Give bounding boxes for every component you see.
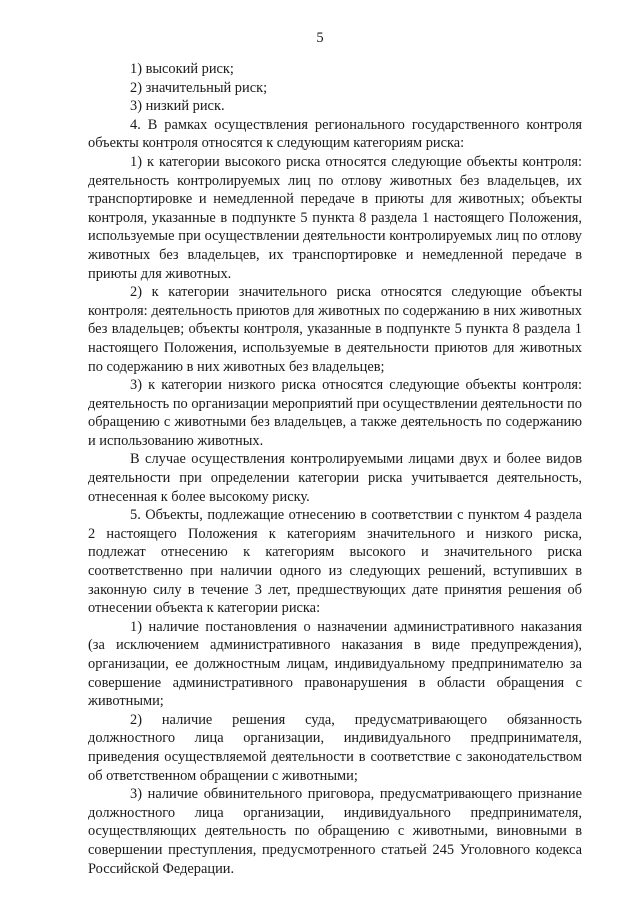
paragraph-point-4: 4. В рамках осуществления регионального государственного контроля объекты контроля относятся к следующим категориям риска:: [88, 116, 582, 152]
list-item-high-risk: 1) высокий риск;: [130, 61, 234, 77]
document-body: [88, 60, 582, 878]
paragraph-low-risk-category: 3) к категории низкого риска относятся следующие объекты контроля: деятельность по организации мероприятий при осуществлении деятельности по обращению с животными без владельцев, а также деятельность по содержанию и использованию животных.: [88, 377, 582, 449]
paragraph-multiple-activities: В случае осуществления контролируемыми лицами двух и более видов деятельности при определении категории риска учитывается деятельность, отнесенная к более высокому риску.: [88, 451, 582, 505]
list-item-significant-risk: 2) значительный риск;: [130, 79, 268, 96]
paragraph-high-risk-category: 1) к категории высокого риска относятся следующие объекты контроля: деятельность контролируемых лиц по отлову животных без владельцев, их транспортировке и немедленной передаче в приюты для животных; объекты контроля, указанные в подпункте 5 пункта 8 раздела 1 настоящего Положения, используемые при осуществлении деятельности контролируемых лиц по отлову животных без владельцев, их транспортировке и немедленной передаче в приюты для животных.: [88, 153, 582, 282]
paragraph-point-5: 5. Объекты, подлежащие отнесению в соответствии с пунктом 4 раздела 2 настоящего Положения к категориям значительного и низкого риска, подлежат отнесению к категориям высокого и значительного риска соответственно при наличии одного из следующих решений, вступивших в законную силу в течение 3 лет, предшествующих дате принятия решения об отнесении объекта к категории риска:: [88, 507, 582, 617]
paragraph-significant-risk-category: 2) к категории значительного риска относятся следующие объекты контроля: деятельность приютов для животных по содержанию в них животных без владельцев; объекты контроля, указанные в подпункте 5 пункта 8 раздела 1 настоящего Положения, используемые в деятельности приютов для животных по содержанию в них животных без владельцев;: [88, 284, 582, 375]
paragraph-criterion-2: 2) наличие решения суда, предусматривающего обязанность должностного лица организации, индивидуального предпринимателя, приведения осуществляемой деятельности в соответствие с законодательством об ответственном обращении с животными;: [88, 711, 582, 784]
paragraph-criterion-1: 1) наличие постановления о назначении административного наказания (за исключением административного наказания в виде предупреждения), организации, ее должностным лицам, индивидуальному предпринимателю за совершение административного правонарушения в области обращения с животными;: [88, 618, 582, 710]
list-item-low-risk: 3) низкий риск.: [130, 98, 225, 115]
paragraph-criterion-3: 3) наличие обвинительного приговора, предусматривающего признание должностного лица организации, индивидуального предпринимателя, осуществляющих деятельность по обращению с животными, виновными в совершении преступления, предусмотренного статьей 245 Уголовного кодекса Российской Федерации.: [88, 786, 582, 877]
page-number: 5: [316, 30, 324, 46]
